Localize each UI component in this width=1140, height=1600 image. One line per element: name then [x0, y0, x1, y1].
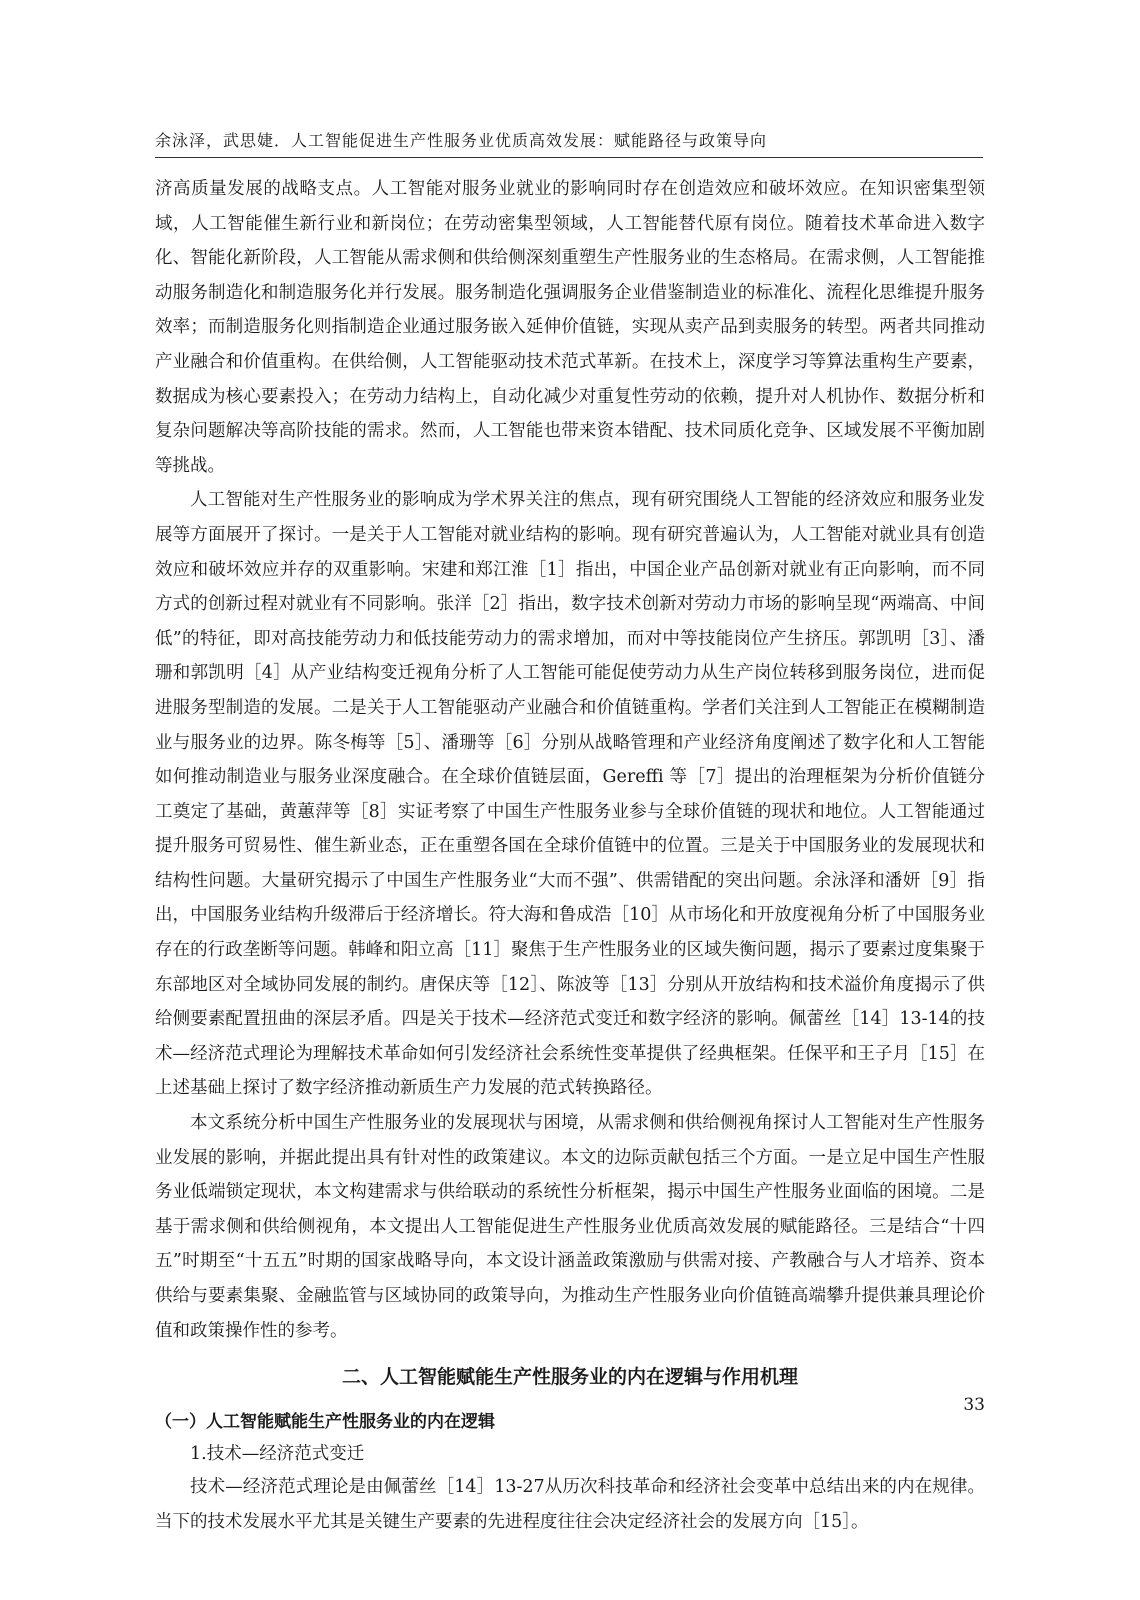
section-heading: 二、人工智能赋能生产性服务业的内在逻辑与作用机理	[341, 1366, 798, 1389]
subsection-heading: （一）人工智能赋能生产性服务业的内在逻辑	[155, 1412, 495, 1433]
running-header: 余泳泽，武思婕．人工智能促进生产性服务业优质高效发展：赋能路径与政策导向	[155, 131, 768, 150]
body-paragraph-4: 技术—经济范式理论是由佩蕾丝［14］13-27从历次科技革命和经济社会变革中总结出来的内在规律。当下的技术发展水平尤其是关键生产要素的先进程度往往会决定经济社会的发展方向［15］。	[155, 1477, 985, 1532]
page-number: 33	[963, 1395, 985, 1415]
body-paragraph-3: 本文系统分析中国生产性服务业的发展现状与困境，从需求侧和供给侧视角探讨人工智能对生产性服务业发展的影响，并据此提出具有针对性的政策建议。本文的边际贡献包括三个方面。一是立足中国生产性服务业低端锁定现状，本文构建需求与供给联动的系统性分析框架，揭示中国生产性服务业面临的困境。二是基于需求侧和供给侧视角，本文提出人工智能促进生产性服务业优质高效发展的赋能路径。三是结合“十四五”时期至“十五五”时期的国家战略导向，本文设计涵盖政策激励与供需对接、产教融合与人才培养、资本供给与要素集聚、金融监管与区域协同的政策导向，为推动生产性服务业向价值链高端攀升提供兼具理论价值和政策操作性的参考。	[155, 1113, 985, 1341]
header-rule	[155, 157, 983, 158]
article-body	[155, 172, 985, 1539]
body-paragraph-2: 人工智能对生产性服务业的影响成为学术界关注的焦点，现有研究围绕人工智能的经济效应和服务业发展等方面展开了探讨。一是关于人工智能对就业结构的影响。现有研究普遍认为，人工智能对就业具有创造效应和破坏效应并存的双重影响。宋建和郑江淮［1］指出，中国企业产品创新对就业有正向影响，而不同方式的创新过程对就业有不同影响。张洋［2］指出，数字技术创新对劳动力市场的影响呈现“两端高、中间低”的特征，即对高技能劳动力和低技能劳动力的需求增加，而对中等技能岗位产生挤压。郭凯明［3］、潘珊和郭凯明［4］从产业结构变迁视角分析了人工智能可能促使劳动力从生产岗位转移到服务岗位，进而促进服务型制造的发展。二是关于人工智能驱动产业融合和价值链重构。学者们关注到人工智能正在模糊制造业与服务业的边界。陈冬梅等［5］、潘珊等［6］分别从战略管理和产业经济角度阐述了数字化和人工智能如何推动制造业与服务业深度融合。在全球价值链层面，Gereffi 等［7］提出的治理框架为分析价值链分工奠定了基础，黄蕙萍等［8］实证考察了中国生产性服务业参与全球价值链的现状和地位。人工智能通过提升服务可贸易性、催生新业态，正在重塑各国在全球价值链中的位置。三是关于中国服务业的发展现状和结构性问题。大量研究揭示了中国生产性服务业“大而不强”、供需错配的突出问题。余泳泽和潘妍［9］指出，中国服务业结构升级滞后于经济增长。符大海和鲁成浩［10］从市场化和开放度视角分析了中国服务业存在的行政垄断等问题。韩峰和阳立高［11］聚焦于生产性服务业的区域失衡问题，揭示了要素过度集聚于东部地区对全域协同发展的制约。唐保庆等［12］、陈波等［13］分别从开放结构和技术溢价角度揭示了供给侧要素配置扭曲的深层矛盾。四是关于技术—经济范式变迁和数字经济的影响。佩蕾丝［14］13-14的技术—经济范式理论为理解技术革命如何引发经济社会系统性变革提供了经典框架。任保平和王子月［15］在上述基础上探讨了数字经济推动新质生产力发展的范式转换路径。	[155, 490, 985, 1099]
subsubsection-heading: 1.技术—经济范式变迁	[190, 1444, 365, 1465]
body-paragraph-1: 济高质量发展的战略支点。人工智能对服务业就业的影响同时存在创造效应和破坏效应。在知识密集型领域，人工智能催生新行业和新岗位；在劳动密集型领域，人工智能替代原有岗位。随着技术革命进入数字化、智能化新阶段，人工智能从需求侧和供给侧深刻重塑生产性服务业的生态格局。在需求侧，人工智能推动服务制造化和制造服务化并行发展。服务制造化强调服务企业借鉴制造业的标准化、流程化思维提升服务效率；而制造服务化则指制造企业通过服务嵌入延伸价值链，实现从卖产品到卖服务的转型。两者共同推动产业融合和价值重构。在供给侧，人工智能驱动技术范式革新。在技术上，深度学习等算法重构生产要素，数据成为核心要素投入；在劳动力结构上，自动化减少对重复性劳动的依赖，提升对人机协作、数据分析和复杂问题解决等高阶技能的需求。然而，人工智能也带来资本错配、技术同质化竞争、区域发展不平衡加剧等挑战。	[155, 179, 985, 476]
